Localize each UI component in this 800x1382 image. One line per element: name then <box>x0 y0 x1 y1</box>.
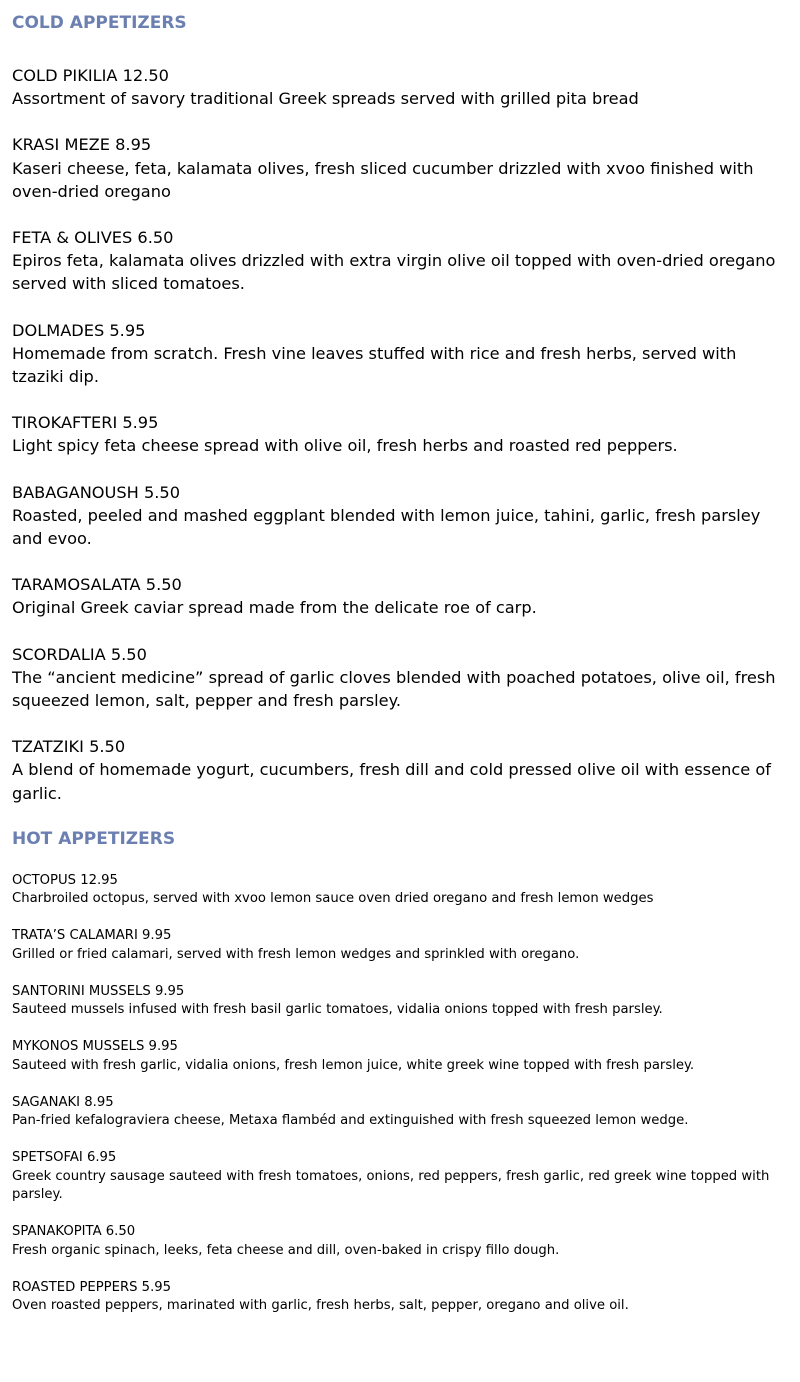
hot-appetizers-heading: HOT APPETIZERS <box>12 828 176 849</box>
item-description: Original Greek caviar spread made from the delicate roe of carp. <box>12 598 537 618</box>
item-description: Pan-fried kefalograviera cheese, Metaxa flambéd and extinguished with fresh squeezed lemon wedge. <box>12 1113 689 1129</box>
item-description: Kaseri cheese, feta, kalamata olives, fresh sliced cucumber drizzled with xvoo finished with oven-dried oregano <box>12 158 754 201</box>
menu-item <box>12 643 792 713</box>
item-description: The “ancient medicine” spread of garlic cloves blended with poached potatoes, olive oil, fresh squeezed lemon, salt, pepper and fresh parsley. <box>12 667 776 711</box>
menu-item <box>12 64 792 110</box>
menu-item <box>12 735 792 805</box>
item-title: COLD PIKILIA 12.50 <box>12 66 169 85</box>
item-description: Roasted, peeled and mashed eggplant blended with lemon juice, tahini, garlic, fresh parsley and evoo. <box>12 505 761 549</box>
item-description: Homemade from scratch. Fresh vine leaves stuffed with rice and fresh herbs, served with tzaziki dip. <box>12 343 737 387</box>
menu-item <box>12 573 792 619</box>
menu-item <box>12 1223 792 1260</box>
hot-appetizers-section <box>12 828 792 1316</box>
menu-item <box>12 983 792 1020</box>
menu-item <box>12 872 792 909</box>
menu-item <box>12 133 792 203</box>
item-title: OCTOPUS 12.95 <box>12 872 118 888</box>
item-title: TIROKAFTERI 5.95 <box>12 413 159 433</box>
item-title: ROASTED PEPPERS 5.95 <box>12 1279 172 1295</box>
item-title: SANTORINI MUSSELS 9.95 <box>12 983 185 999</box>
menu-item <box>12 226 792 296</box>
menu-page <box>12 0 792 1334</box>
item-description: Light spicy feta cheese spread with olive oil, fresh herbs and roasted red peppers. <box>12 436 678 456</box>
item-title: SPETSOFAI 6.95 <box>12 1150 117 1166</box>
cold-appetizers-heading: COLD APPETIZERS <box>12 13 187 33</box>
menu-item <box>12 481 792 551</box>
item-title: DOLMADES 5.95 <box>12 320 146 340</box>
item-description: Oven roasted peppers, marinated with garlic, fresh herbs, salt, pepper, oregano and olive oil. <box>12 1298 629 1314</box>
item-title: TRATA’S CALAMARI 9.95 <box>12 928 172 944</box>
cold-appetizers-section <box>12 0 792 805</box>
item-title: TARAMOSALATA 5.50 <box>12 575 182 595</box>
item-description: Assortment of savory traditional Greek spreads served with grilled pita bread <box>12 89 639 109</box>
item-title: SCORDALIA 5.50 <box>12 644 147 664</box>
item-description: Charbroiled octopus, served with xvoo lemon sauce oven dried oregano and fresh lemon wedges <box>12 891 654 907</box>
menu-item <box>12 927 792 964</box>
item-title: SAGANAKI 8.95 <box>12 1094 114 1110</box>
menu-item <box>12 1038 792 1075</box>
menu-item <box>12 1279 792 1316</box>
item-title: BABAGANOUSH 5.50 <box>12 482 181 502</box>
item-description: Fresh organic spinach, leeks, feta cheese and dill, oven-baked in crispy fillo dough. <box>12 1242 560 1258</box>
item-description: Sauteed with fresh garlic, vidalia onions, fresh lemon juice, white greek wine topped with fresh parsley. <box>12 1057 695 1073</box>
menu-item <box>12 319 792 389</box>
item-title: FETA & OLIVES 6.50 <box>12 228 174 248</box>
item-title: SPANAKOPITA 6.50 <box>12 1224 136 1240</box>
item-title: MYKONOS MUSSELS 9.95 <box>12 1039 178 1055</box>
item-title: TZATZIKI 5.50 <box>12 737 126 757</box>
menu-item <box>12 411 792 457</box>
menu-item <box>12 1149 792 1205</box>
item-title: KRASI MEZE 8.95 <box>12 135 152 155</box>
item-description: A blend of homemade yogurt, cucumbers, fresh dill and cold pressed olive oil with essence of garlic. <box>12 760 771 803</box>
item-description: Sauteed mussels infused with fresh basil garlic tomatoes, vidalia onions topped with fresh parsley. <box>12 1002 663 1018</box>
item-description: Grilled or fried calamari, served with fresh lemon wedges and sprinkled with oregano. <box>12 946 580 962</box>
menu-item <box>12 1094 792 1131</box>
item-description: Greek country sausage sauteed with fresh tomatoes, onions, red peppers, fresh garlic, red greek wine topped with parsley. <box>12 1168 770 1203</box>
item-description: Epiros feta, kalamata olives drizzled with extra virgin olive oil topped with oven-dried oregano served with sliced tomatoes. <box>12 251 776 294</box>
